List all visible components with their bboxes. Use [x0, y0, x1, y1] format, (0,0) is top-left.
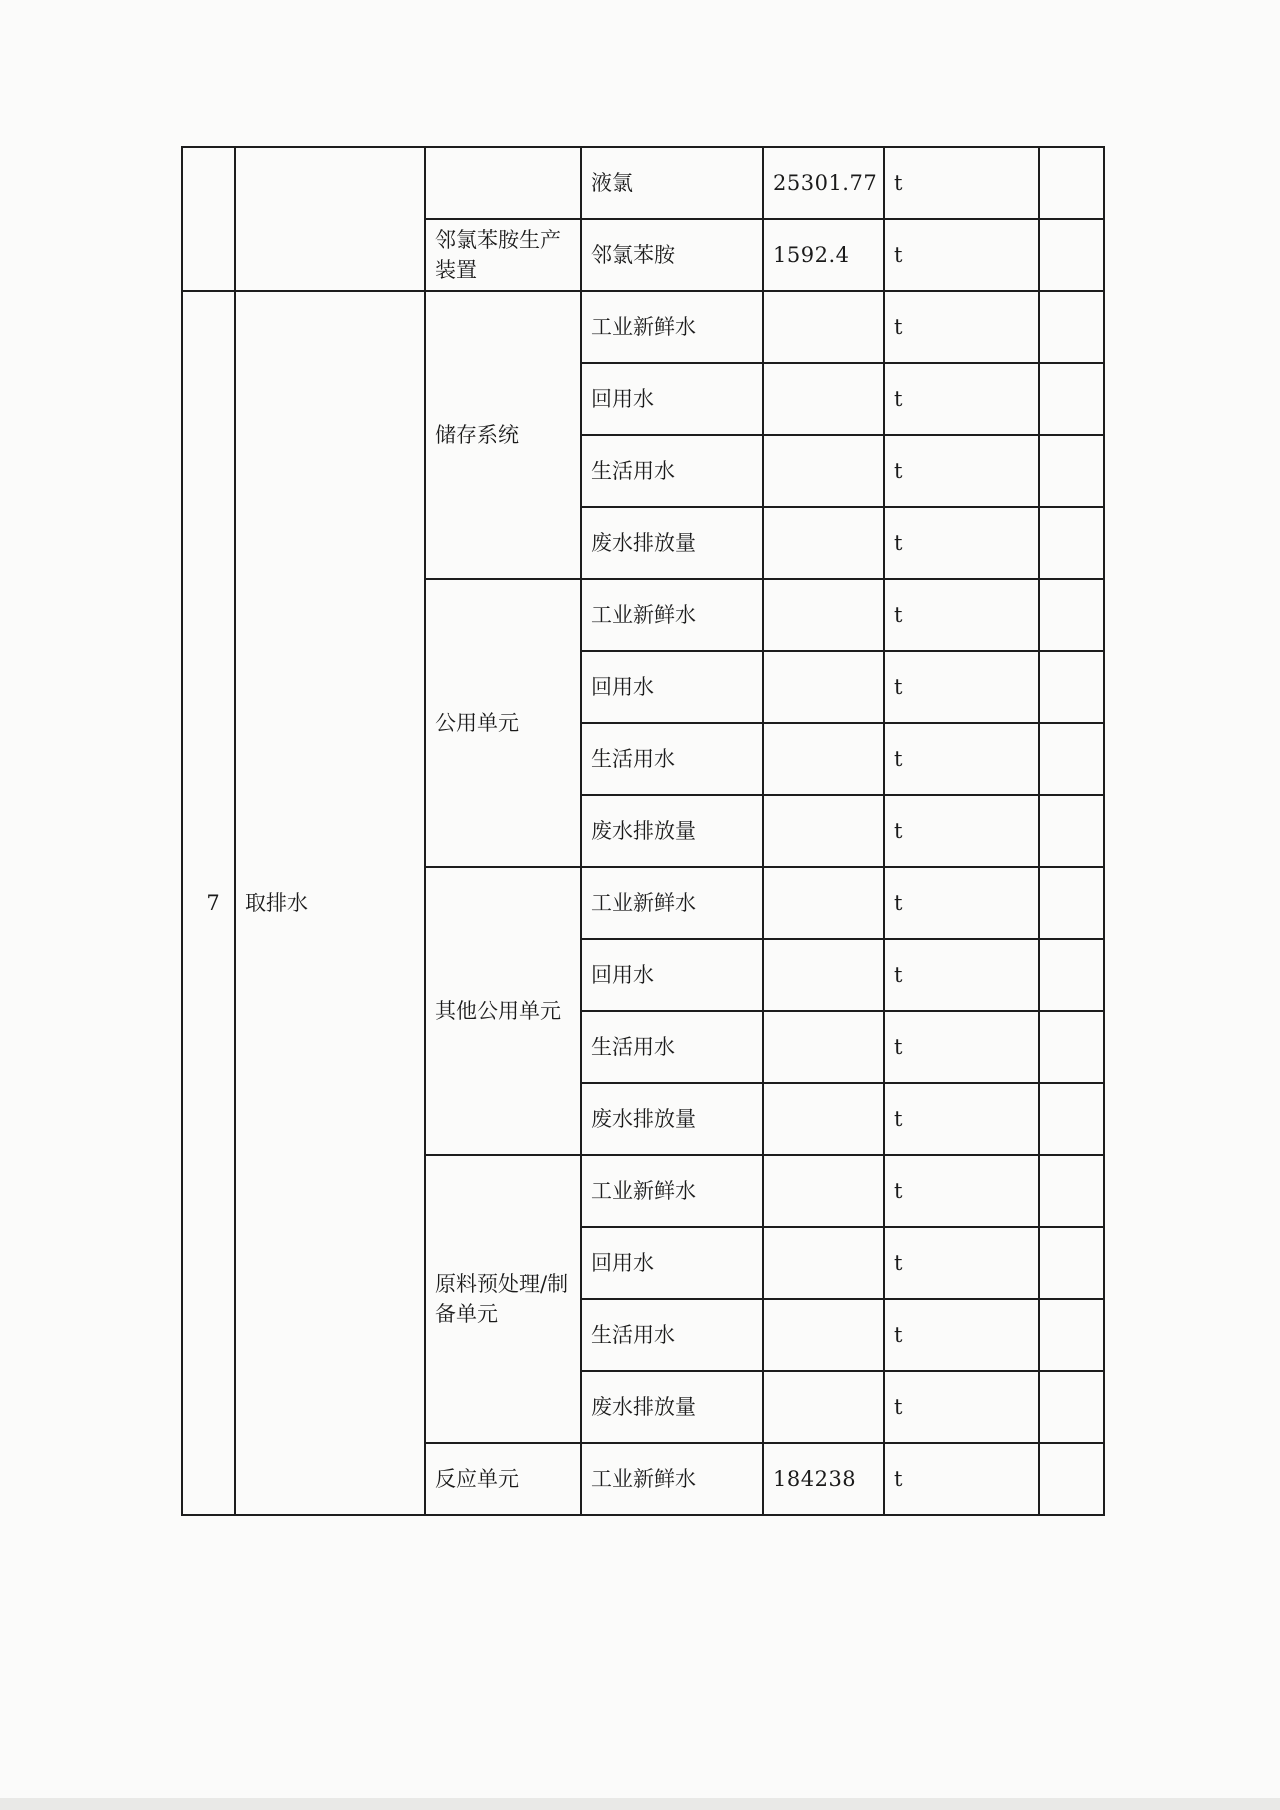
- unit-cell: t: [884, 723, 1039, 795]
- value-cell: [763, 723, 884, 795]
- item-cell: 回用水: [581, 363, 763, 435]
- unit-cell: t: [884, 1155, 1039, 1227]
- value-cell: [763, 651, 884, 723]
- value-cell: [763, 291, 884, 363]
- remark-cell: [1039, 435, 1104, 507]
- item-cell: 废水排放量: [581, 1083, 763, 1155]
- value-cell: [763, 579, 884, 651]
- remark-cell: [1039, 507, 1104, 579]
- item-cell: 工业新鲜水: [581, 579, 763, 651]
- unit-cell: t: [884, 291, 1039, 363]
- value-cell: [763, 363, 884, 435]
- table-row: [182, 291, 1104, 363]
- unit-cell: t: [884, 1299, 1039, 1371]
- unit-cell: t: [884, 147, 1039, 219]
- value-cell: [763, 1227, 884, 1299]
- unit-cell: t: [884, 1227, 1039, 1299]
- unit-cell: t: [884, 939, 1039, 1011]
- item-cell: 邻氯苯胺: [581, 219, 763, 291]
- category-cell-empty: [235, 147, 425, 291]
- item-cell: 工业新鲜水: [581, 1443, 763, 1515]
- item-cell: 废水排放量: [581, 507, 763, 579]
- value-cell: [763, 435, 884, 507]
- unit-cell: t: [884, 1443, 1039, 1515]
- item-cell: 生活用水: [581, 1011, 763, 1083]
- item-cell: 生活用水: [581, 723, 763, 795]
- unit-name-cell: 其他公用单元: [425, 867, 581, 1155]
- remark-cell: [1039, 1443, 1104, 1515]
- unit-cell: t: [884, 363, 1039, 435]
- remark-cell: [1039, 1299, 1104, 1371]
- value-cell: [763, 795, 884, 867]
- item-cell: 废水排放量: [581, 1371, 763, 1443]
- unit-cell: t: [884, 651, 1039, 723]
- remark-cell: [1039, 1083, 1104, 1155]
- table-body: [182, 147, 1104, 1515]
- process-cell: 邻氯苯胺生产装置: [425, 219, 581, 291]
- item-cell: 废水排放量: [581, 795, 763, 867]
- remark-cell: [1039, 867, 1104, 939]
- item-cell: 工业新鲜水: [581, 1155, 763, 1227]
- process-cell: [425, 147, 581, 219]
- remark-cell: [1039, 147, 1104, 219]
- item-cell: 工业新鲜水: [581, 291, 763, 363]
- remark-cell: [1039, 723, 1104, 795]
- remark-cell: [1039, 1371, 1104, 1443]
- number-cell-empty: [182, 147, 235, 291]
- item-cell: 生活用水: [581, 435, 763, 507]
- item-cell: 回用水: [581, 651, 763, 723]
- data-table: [181, 146, 1105, 1516]
- unit-name-cell: 反应单元: [425, 1443, 581, 1515]
- value-cell: [763, 507, 884, 579]
- item-cell: 工业新鲜水: [581, 867, 763, 939]
- unit-name-cell: 原料预处理/制备单元: [425, 1155, 581, 1443]
- remark-cell: [1039, 291, 1104, 363]
- item-cell: 回用水: [581, 939, 763, 1011]
- unit-name-cell: 公用单元: [425, 579, 581, 867]
- item-cell: 回用水: [581, 1227, 763, 1299]
- remark-cell: [1039, 363, 1104, 435]
- remark-cell: [1039, 939, 1104, 1011]
- value-cell: [763, 1083, 884, 1155]
- value-cell: 184238: [763, 1443, 884, 1515]
- remark-cell: [1039, 1227, 1104, 1299]
- page-bottom-edge: [0, 1798, 1280, 1810]
- item-cell: 液氯: [581, 147, 763, 219]
- item-cell: 生活用水: [581, 1299, 763, 1371]
- value-cell: 25301.77: [763, 147, 884, 219]
- remark-cell: [1039, 1155, 1104, 1227]
- unit-cell: t: [884, 795, 1039, 867]
- remark-cell: [1039, 1011, 1104, 1083]
- section-category: 取排水: [235, 291, 425, 1515]
- remark-cell: [1039, 651, 1104, 723]
- value-cell: [763, 1011, 884, 1083]
- value-cell: [763, 939, 884, 1011]
- remark-cell: [1039, 219, 1104, 291]
- value-cell: [763, 1155, 884, 1227]
- remark-cell: [1039, 795, 1104, 867]
- unit-cell: t: [884, 867, 1039, 939]
- value-cell: [763, 1299, 884, 1371]
- unit-name-cell: 储存系统: [425, 291, 581, 579]
- unit-cell: t: [884, 1371, 1039, 1443]
- unit-cell: t: [884, 1011, 1039, 1083]
- value-cell: 1592.4: [763, 219, 884, 291]
- remark-cell: [1039, 579, 1104, 651]
- unit-cell: t: [884, 507, 1039, 579]
- table-row: [182, 147, 1104, 219]
- unit-cell: t: [884, 219, 1039, 291]
- unit-cell: t: [884, 579, 1039, 651]
- unit-cell: t: [884, 435, 1039, 507]
- value-cell: [763, 1371, 884, 1443]
- unit-cell: t: [884, 1083, 1039, 1155]
- section-number: 7: [182, 291, 235, 1515]
- value-cell: [763, 867, 884, 939]
